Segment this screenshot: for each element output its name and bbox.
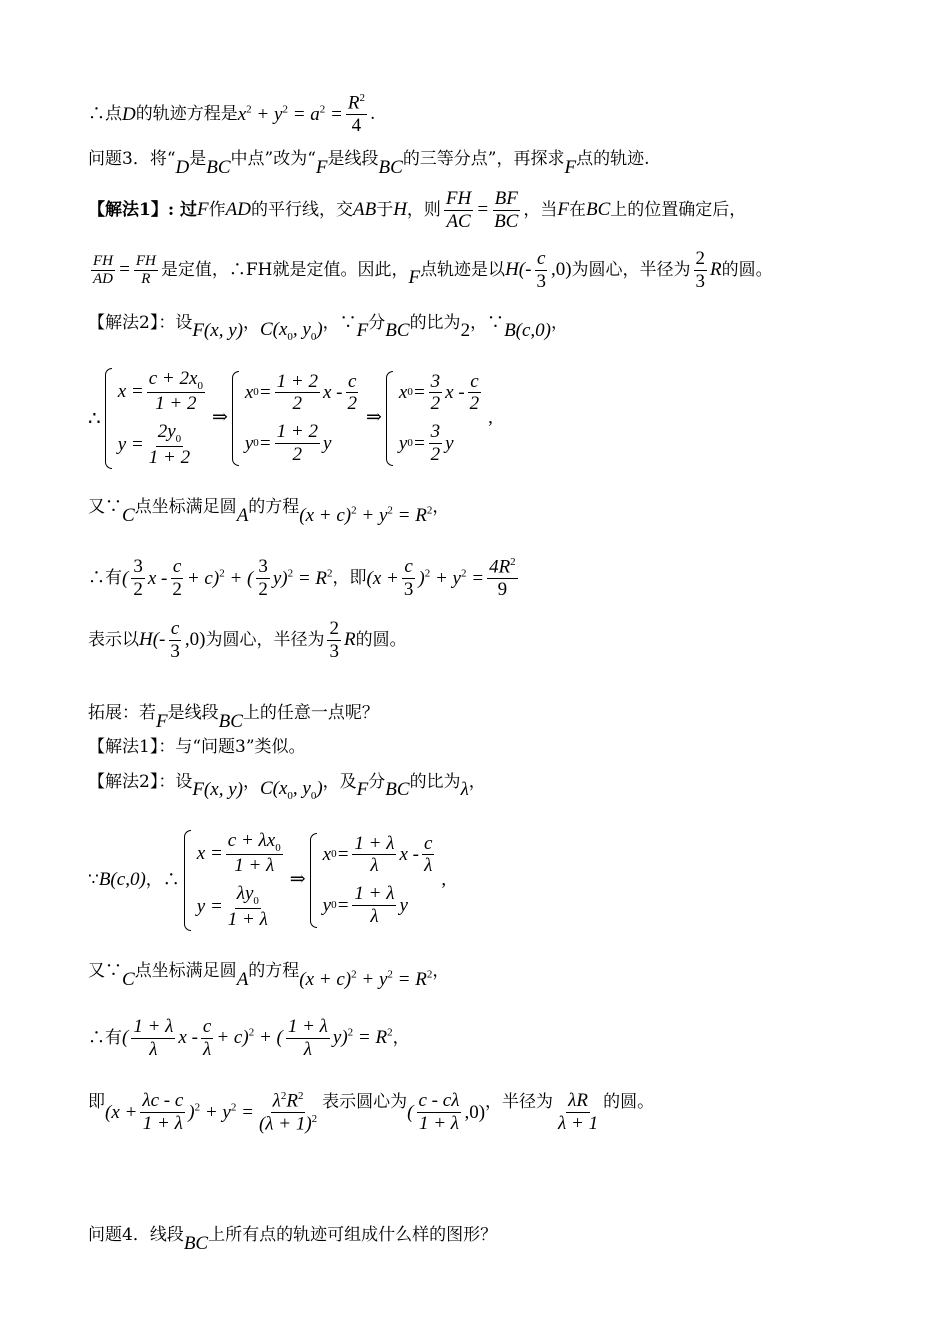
text: 的轨迹方程是 — [135, 103, 238, 124]
text: 于 — [376, 199, 394, 220]
text: ， — [242, 771, 260, 792]
text-line-2: 问题3．将“ D 是 BC 中点”改为“ F 是线段 BC 的三等分点”，再探求 F 点的轨迹. — [88, 149, 650, 178]
text: 在 — [568, 199, 586, 220]
text: 即 — [88, 1092, 105, 1113]
text-line-17: 问题4．线段 BC 上所有点的轨迹可组成什么样的图形？ — [88, 1225, 498, 1254]
text: 是定值，∴FH就是定值。因此， — [160, 259, 409, 280]
text: ∴有 — [88, 567, 122, 588]
text: ，∵ — [322, 312, 357, 333]
text-line-10: 拓展：若 F 是线段 BC 上的任意一点呢？ — [88, 703, 379, 732]
text: ， — [392, 1027, 410, 1048]
text: ，∵ — [470, 312, 505, 333]
text: ∴有 — [88, 1027, 122, 1048]
text: ，半径为 — [485, 1092, 554, 1113]
text: 上的位置确定后， — [610, 199, 747, 220]
text: ∵ — [88, 869, 99, 890]
text: 的比为 — [409, 771, 461, 792]
text: 【解法2】：设 — [88, 312, 193, 333]
text: ， — [432, 961, 450, 982]
text-line-13: ∵ B(c,0) ，∴ x = $\frac{c + \lambda x_0}{1 + \lambda}$ y = $\frac{\lambda y_0}{1 + \lambda}$ ⇒ x 0 = $\frac{1 + \lambda}{\lambda}$ x - $\frac{c}{\lambda}$ y 0 = $\frac{1 + \lambda}{\lambda}$ y , — [88, 830, 447, 930]
text: 的圆。 — [721, 259, 773, 280]
text: ，当 — [523, 199, 558, 220]
text-line-5: 【解法2】：设 F(x, y) ， $C(x_0$, $y_0$) ，∵ F 分 BC 的比为 2 ，∵ B(c,0) ， — [88, 312, 569, 343]
text: 分 — [368, 771, 386, 792]
text: 为圆心，半径为 — [571, 259, 691, 280]
text: 的方程 — [248, 961, 300, 982]
text: 是 — [189, 149, 207, 170]
text-line-3: 【解法1】: 过 F 作 AD 的平行线，交 AB 于 H ，则 $\frac{FH}{AC}$ = $\frac{BF}{BC}$ ，当 F 在 BC 上的位置确定后， — [88, 188, 747, 232]
text: 的三等分点”，再探求 — [402, 149, 565, 170]
text: 点坐标满足圆 — [134, 497, 237, 518]
text: 问题4．线段 — [88, 1225, 184, 1246]
text-line-9: 表示以 H(- $\frac{c}{3}$ ,0) 为圆心，半径为 $\frac{2}{3}$ R 的圆。 — [88, 618, 407, 662]
text: 【解法2】：设 — [88, 771, 193, 792]
text-line-14: 又∵ C 点坐标满足圆 A 的方程 $(x + c)^2 + y^2 = R^2$ ， — [88, 961, 450, 990]
text: 是线段 — [167, 703, 219, 724]
text: . — [369, 103, 376, 124]
text: 的比为 — [409, 312, 461, 333]
text-line-8: ∴有 ( $\frac{3}{2}$ x - $\frac{c}{2}$ + c)$^2$ + ( $\frac{3}{2}$ $y)^2 = R^2$ ，即 (x + $\frac{c}{3}$ )$^2 + y^2$ = $\frac{4R^2}{9}$ — [88, 556, 516, 601]
text-line-12: 【解法2】：设 F(x, y) ， $C(x_0$, $y_0$) ，及 F 分 BC 的比为 λ ， — [88, 771, 486, 802]
text: 作 — [208, 199, 226, 220]
text: ，则 — [406, 199, 441, 220]
text: 又∵ — [88, 961, 122, 982]
text-line-4: $\frac{FH}{AD}$ = $\frac{FH}{R}$ 是定值，∴FH就是定值。因此， F 点轨迹是以 H(- $\frac{c}{3}$ ,0) 为圆心，半径为 $\frac{2}{3}$ R 的圆。 — [93, 248, 773, 292]
text-line-6: ∴ x = $\frac{c + 2x_0}{1 + 2}$ y = $\frac{2y_0}{1 + 2}$ ⇒ x 0 = $\frac{1 + 2}{2}$ x - $\frac{c}{2}$ y 0 = $\frac{1 + 2}{2}$ y ⇒ x 0 = $\frac{3}{2}$ x - $\frac{c}{2}$ y 0 = $\frac{3}{2}$ y , — [88, 368, 493, 468]
text: ∴点 — [88, 103, 122, 124]
text: ，∴ — [145, 869, 180, 890]
text: 【解法1】：与“问题3”类似。 — [88, 737, 306, 757]
text-line-11 — [88, 737, 890, 758]
text: ， — [432, 497, 450, 518]
text: 表示圆心为 — [322, 1092, 408, 1113]
text: 为圆心，半径为 — [205, 629, 325, 650]
text: 点的轨迹. — [576, 149, 650, 170]
text: 中点”改为“ — [230, 149, 316, 170]
text: 上的任意一点呢？ — [242, 703, 379, 724]
text: 是线段 — [327, 149, 379, 170]
text: 又∵ — [88, 497, 122, 518]
text: 【解法1】: 过 — [88, 199, 198, 220]
text: 表示以 — [88, 629, 139, 650]
text-line-1: ∴点 D 的轨迹方程是 $x^2 + y^2 = a^2$ = $\frac{R^2}{4}$ . — [88, 92, 376, 137]
text: ， — [242, 312, 260, 333]
text: ， — [551, 312, 569, 333]
text: ，及 — [322, 771, 357, 792]
text: ， — [468, 771, 486, 792]
text: 的方程 — [248, 497, 300, 518]
text: 问题3．将“ — [88, 149, 176, 170]
text: 点轨迹是以 — [420, 259, 506, 280]
text-line-15: ∴有 ( $\frac{1 + \lambda}{\lambda}$ x - $\frac{c}{\lambda}$ + c)$^2$ + ( $\frac{1 + \lambda}{\lambda}$ $y)^2 = R^2$ ， — [88, 1016, 410, 1060]
text: 上所有点的轨迹可组成什么样的图形？ — [208, 1225, 498, 1246]
text-line-7: 又∵ C 点坐标满足圆 A 的方程 $(x + c)^2 + y^2 = R^2$ ， — [88, 497, 450, 526]
text: 的圆。 — [603, 1092, 655, 1113]
text: ，即 — [332, 567, 367, 588]
text: 点坐标满足圆 — [134, 961, 237, 982]
text-line-16: 即 (x + $\frac{\lambda c - c}{1 + \lambda}$ )$^2 + y^2$ = $\frac{\lambda^2R^2}{(\lambda + 1)^2}$ 表示圆心为 ( $\frac{c - c\lambda}{1 + \lambda}$ ,0) ，半径为 $\frac{\lambda R}{\lambda + 1}$ 的圆。 — [88, 1090, 655, 1135]
text: 分 — [368, 312, 386, 333]
text: 拓展：若 — [88, 703, 156, 724]
text: 的平行线，交 — [250, 199, 353, 220]
text: 的圆。 — [355, 629, 407, 650]
